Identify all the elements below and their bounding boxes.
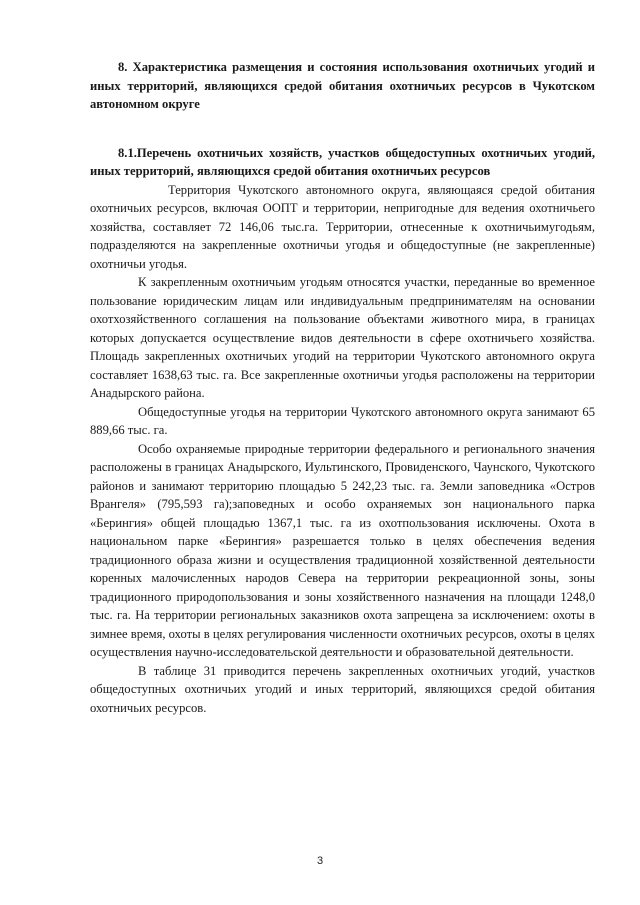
section-title: 8. Характеристика размещения и состояния использования охотничьих угодий и иных территорий, являющихся средой обитания охотничьих ресурсов в Чукотском автономном округе (90, 60, 595, 111)
subsection-title: 8.1.Перечень охотничьих хозяйств, участков общедоступных охотничьих угодий, иных территорий, являющихся средой обитания охотничьих ресурсов (90, 145, 595, 178)
paragraph-protected-areas: Особо охраняемые природные территории федерального и регионального значения расположены в границах Анадырского, Иультинского, Провиденского, Чаунского, Чукотского районов и занимают территорию площадью 5 242,23 тыс. га. Земли заповедника «Остров Врангеля» (795,593 га);заповедных и особо охраняемых зон национального парка «Берингия» общей площадью 1367,1 тыс. га из охотпользования исключены. Охота в национальном парке «Берингия» разрешается только в целях обеспечения ведения традиционного образа жизни и осуществления традиционной хозяйственной деятельности коренных малочисленных народов Севера на территории рекреационной зоны, зоны традиционного природопользования и зоны хозяйственного назначения на площади 1248,0 тыс. га. На территории региональных заказников охота запрещена за исключением: охоты в зимнее время, охоты в целях регулирования численности охотничьих ресурсов, охоты в целях осуществления научно-исследовательской деятельности и образовательной деятельности. (90, 441, 595, 659)
paragraph-public-lands: Общедоступные угодья на территории Чукотского автономного округа занимают 65 889,66 тыс. га. (90, 404, 595, 437)
paragraph-table-reference: В таблице 31 приводится перечень закрепленных охотничьих угодий, участков общедоступных охотничьих угодий и иных территорий, являющихся средой обитания охотничьих ресурсов. (90, 663, 595, 715)
page-number: 3 (316, 855, 324, 867)
paragraph-territory: Территория Чукотского автономного округа, являющаяся средой обитания охотничьих ресурсов, включая ООПТ и территории, непригодные для ведения охотничьего хозяйства, составляет 72 146,06 тыс.га. Территории, отнесенные к охотничьимугодьям, подразделяются на закрепленные охотничьи угодья и общедоступные (не закрепленные) охотничьи угодья. (90, 182, 595, 271)
paragraph-fixed-lands: К закрепленным охотничьим угодьям относятся участки, переданные во временное пользование юридическим лицам или индивидуальным предпринимателям на основании охотхозяйственного соглашения на пользование объектами животного мира, в границах которых допускается осуществление видов деятельности в сфере охотничьего хозяйства. Площадь закрепленных охотничьих угодий на территории Чукотского автономного округа составляет 1638,63 тыс. га. Все закрепленные охотничьи угодья расположены на территории Анадырского района. (90, 275, 595, 400)
page-content (90, 58, 595, 717)
